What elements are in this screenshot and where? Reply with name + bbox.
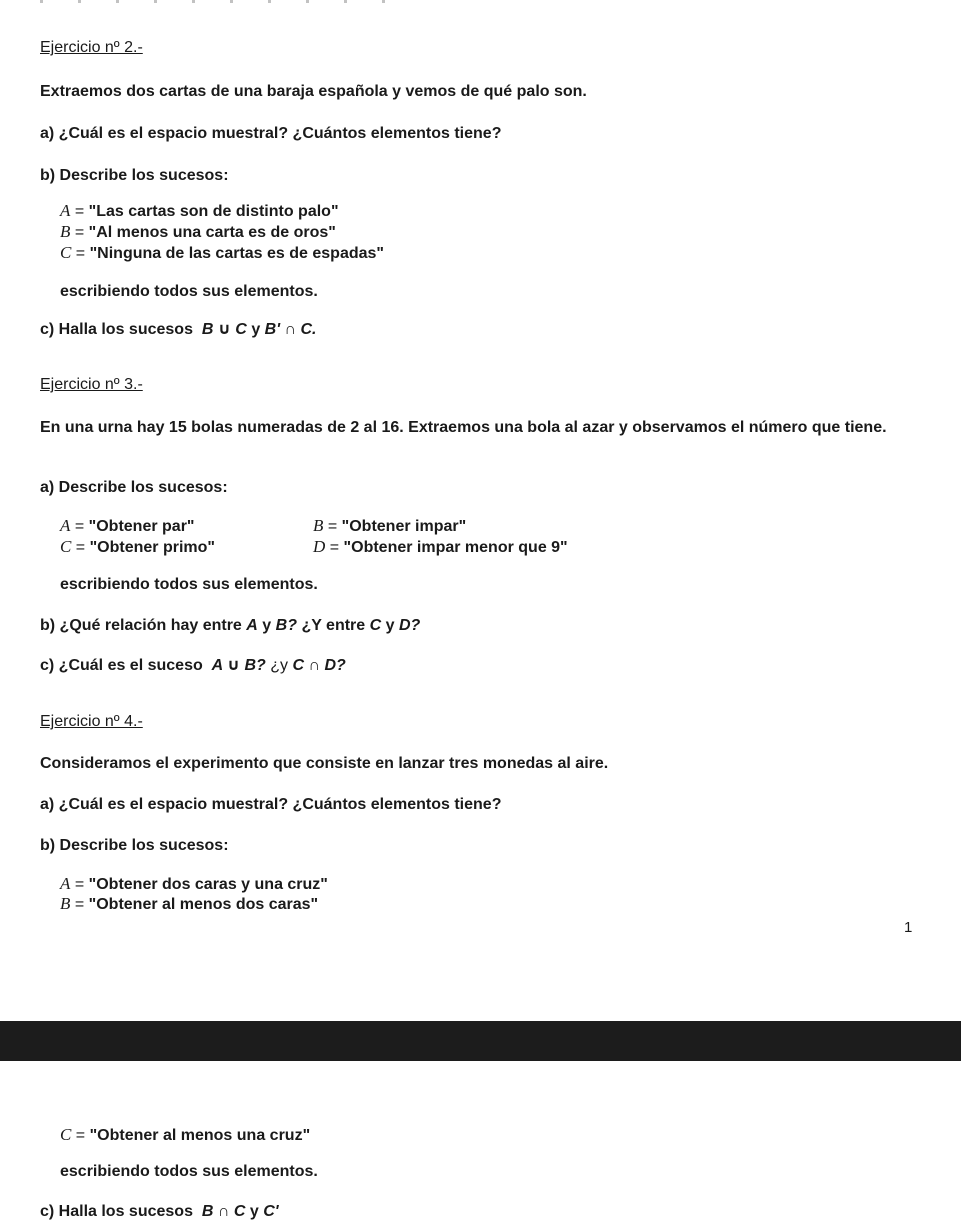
set-expression: C' — [263, 1203, 279, 1220]
exercise-2-event-a — [60, 201, 339, 221]
conjunction: y — [249, 1203, 259, 1220]
exercise-2-question-c — [40, 320, 316, 339]
exercise-2-intro: Extraemos dos cartas de una baraja española y vemos de qué palo son. — [40, 83, 587, 100]
exercise-4-event-c — [60, 1125, 310, 1145]
event-description: "Al menos una carta es de oros" — [88, 224, 336, 241]
event-variable: D — [313, 537, 326, 556]
exercise-4-intro: Consideramos el experimento que consiste en lanzar tres monedas al aire. — [40, 755, 609, 772]
exercise-3-events-row-2 — [60, 537, 660, 557]
exercise-3-writing-note: escribiendo todos sus elementos. — [60, 576, 318, 593]
event-variable: C — [60, 537, 72, 556]
set-variable: C — [369, 617, 382, 634]
event-variable: C — [60, 243, 72, 262]
set-variable: D? — [399, 617, 421, 634]
exercise-4-question-c — [40, 1202, 279, 1221]
equals-sign: = — [74, 224, 85, 241]
question-middle: ¿y — [270, 657, 289, 674]
event-description: "Obtener impar menor que 9" — [343, 539, 568, 556]
exercise-3-intro: En una urna hay 15 bolas numeradas de 2 al 16. Extraemos una bola al azar y observamos el número que tiene. — [40, 419, 887, 436]
exercise-3-event-b — [313, 516, 466, 536]
equals-sign: = — [329, 539, 340, 556]
question-prefix: c) Halla los sucesos — [40, 1203, 193, 1220]
event-variable: B — [60, 894, 71, 913]
equals-sign: = — [74, 203, 85, 220]
set-expression: B' ∩ C. — [264, 321, 317, 338]
question-prefix: b) ¿Qué relación hay entre — [40, 617, 242, 634]
conjunction: y — [262, 617, 272, 634]
event-description: "Obtener primo" — [89, 539, 215, 556]
equals-sign: = — [75, 539, 86, 556]
event-variable: A — [60, 201, 71, 220]
equals-sign: = — [75, 245, 86, 262]
event-description: "Obtener par" — [88, 518, 195, 535]
question-prefix: c) Halla los sucesos — [40, 321, 193, 338]
question-middle: ¿Y entre — [301, 617, 366, 634]
exercise-2-writing-note: escribiendo todos sus elementos. — [60, 283, 318, 300]
equals-sign: = — [74, 518, 85, 535]
exercise-4-event-a — [60, 874, 328, 894]
equals-sign: = — [75, 1127, 86, 1144]
set-variable: B? — [275, 617, 297, 634]
top-edge-artifact — [40, 0, 420, 3]
set-expression: A ∪ B? — [211, 657, 266, 674]
equals-sign: = — [327, 518, 338, 535]
event-variable: C — [60, 1125, 72, 1144]
equals-sign: = — [74, 896, 85, 913]
page-break-band — [0, 1021, 961, 1061]
exercise-3-question-c — [40, 656, 346, 675]
exercise-3-event-d — [313, 537, 568, 557]
event-description: "Obtener al menos una cruz" — [89, 1127, 311, 1144]
event-description: "Obtener impar" — [341, 518, 467, 535]
exercise-4-question-a: a) ¿Cuál es el espacio muestral? ¿Cuántos elementos tiene? — [40, 796, 502, 813]
page-number: 1 — [904, 919, 913, 936]
exercise-4-writing-note: escribiendo todos sus elementos. — [60, 1163, 318, 1180]
exercise-4-event-b — [60, 894, 318, 914]
conjunction: y — [385, 617, 395, 634]
exercise-2-event-b — [60, 222, 336, 242]
event-variable: B — [60, 222, 71, 241]
exercise-4-question-b: b) Describe los sucesos: — [40, 837, 229, 854]
event-variable: A — [60, 516, 71, 535]
exercise-2-event-c — [60, 243, 384, 263]
exercise-2-question-a: a) ¿Cuál es el espacio muestral? ¿Cuántos elementos tiene? — [40, 125, 502, 142]
event-description: "Las cartas son de distinto palo" — [88, 203, 339, 220]
equals-sign: = — [74, 876, 85, 893]
exercise-3-title: Ejercicio nº 3.- — [40, 376, 143, 393]
exercise-2-title: Ejercicio nº 2.- — [40, 39, 143, 56]
exercise-3-question-b — [40, 616, 420, 635]
exercise-4-title: Ejercicio nº 4.- — [40, 713, 143, 730]
event-variable: B — [313, 516, 324, 535]
question-prefix: c) ¿Cuál es el suceso — [40, 657, 203, 674]
event-variable: A — [60, 874, 71, 893]
set-variable: A — [246, 617, 258, 634]
event-description: "Obtener al menos dos caras" — [88, 896, 319, 913]
exercise-3-question-a: a) Describe los sucesos: — [40, 479, 228, 496]
exercise-3-events-row-1 — [60, 516, 660, 536]
event-description: "Ninguna de las cartas es de espadas" — [89, 245, 384, 262]
conjunction: y — [251, 321, 261, 338]
set-expression: B ∪ C — [201, 321, 247, 338]
set-expression: C ∩ D? — [292, 657, 346, 674]
set-expression: B ∩ C — [201, 1203, 246, 1220]
exercise-2-question-b: b) Describe los sucesos: — [40, 167, 229, 184]
event-description: "Obtener dos caras y una cruz" — [88, 876, 328, 893]
